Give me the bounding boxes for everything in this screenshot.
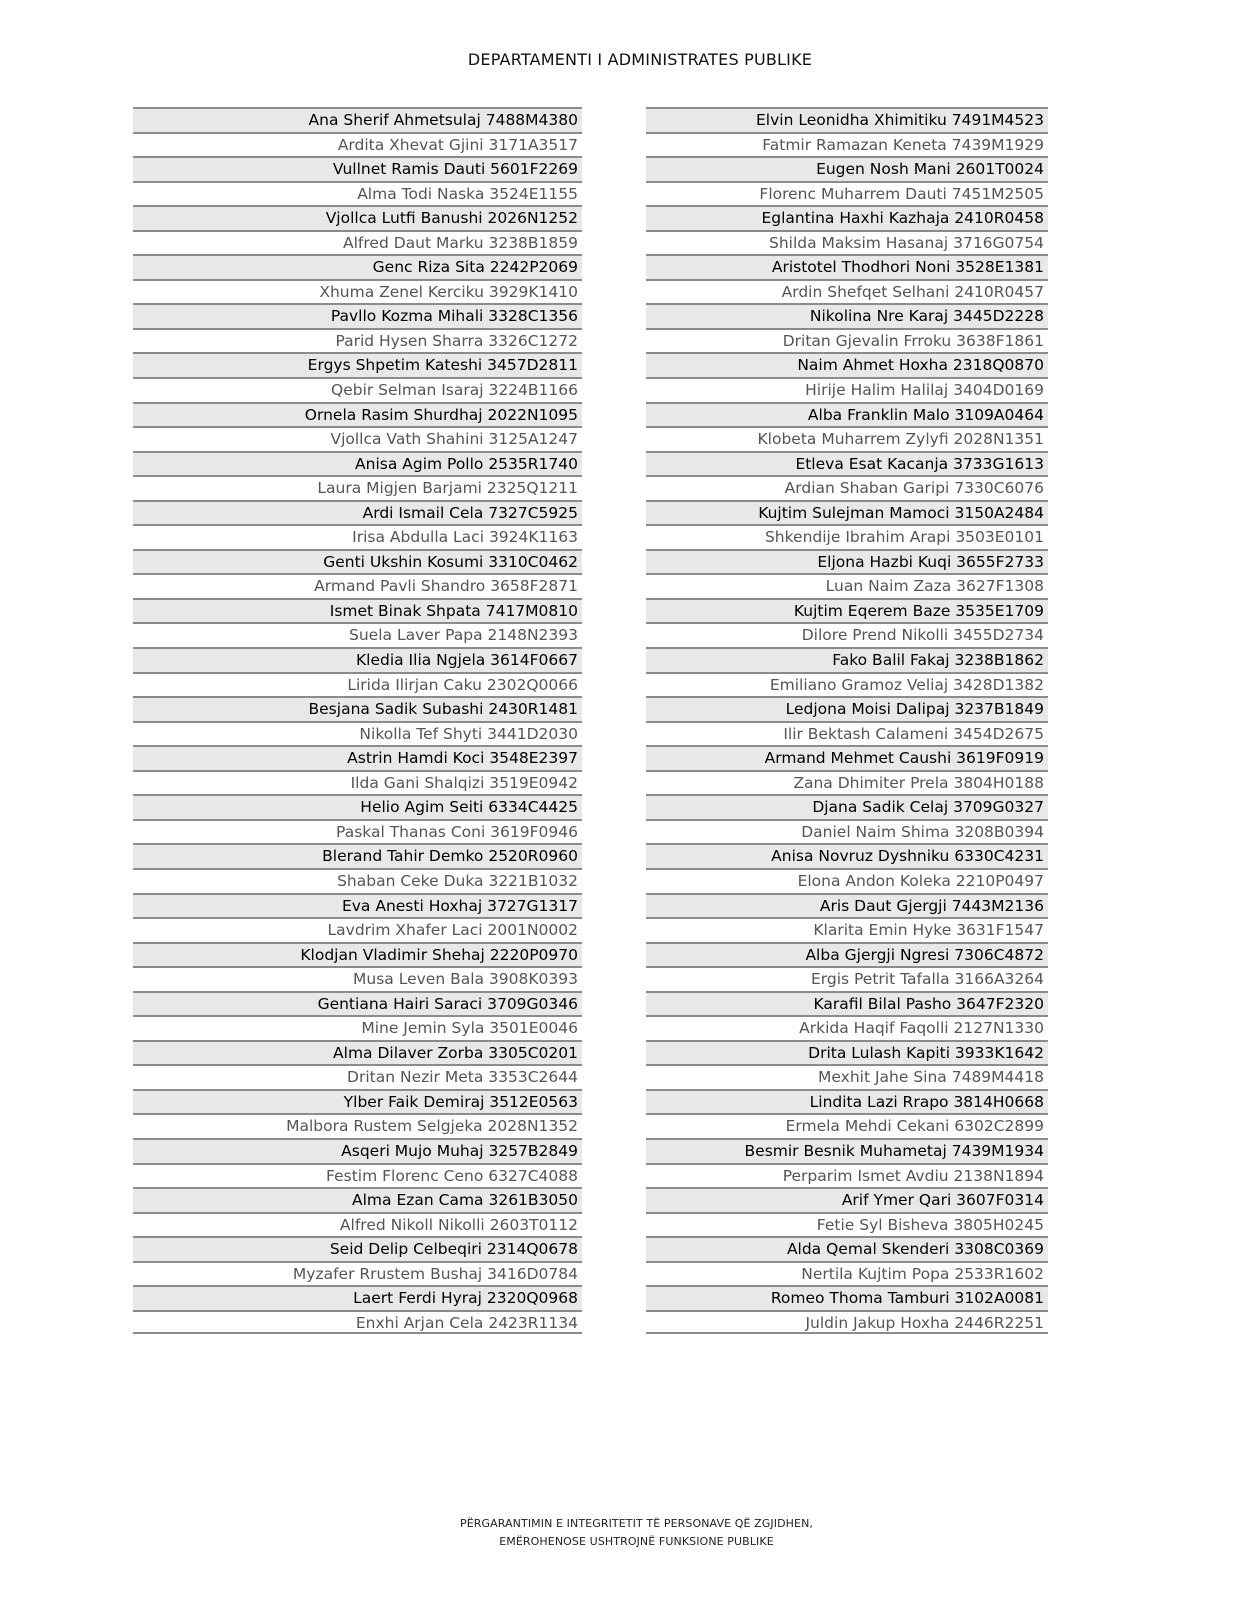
list-item: Fako Balil Fakaj 3238B1862: [646, 647, 1048, 672]
list-item: Shkendije Ibrahim Arapi 3503E0101: [646, 524, 1048, 549]
list-item: Blerand Tahir Demko 2520R0960: [133, 843, 582, 868]
list-item: Djana Sadik Celaj 3709G0327: [646, 794, 1048, 819]
list-item: Asqeri Mujo Muhaj 3257B2849: [133, 1138, 582, 1163]
list-item: Klobeta Muharrem Zylyfi 2028N1351: [646, 426, 1048, 451]
footer-line-2: EMËROHENOSE USHTROJNË FUNKSIONE PUBLIKE: [499, 1535, 774, 1548]
list-item: Genc Riza Sita 2242P2069: [133, 254, 582, 279]
list-item: Fatmir Ramazan Keneta 7439M1929: [646, 132, 1048, 157]
list-item: Ismet Binak Shpata 7417M0810: [133, 598, 582, 623]
list-item: Alma Todi Naska 3524E1155: [133, 181, 582, 206]
list-item: Elona Andon Koleka 2210P0497: [646, 868, 1048, 893]
list-item: Zana Dhimiter Prela 3804H0188: [646, 770, 1048, 795]
list-item: Alma Ezan Cama 3261B3050: [133, 1187, 582, 1212]
list-item: Mexhit Jahe Sina 7489M4418: [646, 1064, 1048, 1089]
list-item: Naim Ahmet Hoxha 2318Q0870: [646, 352, 1048, 377]
list-item: Shaban Ceke Duka 3221B1032: [133, 868, 582, 893]
list-item: Eugen Nosh Mani 2601T0024: [646, 156, 1048, 181]
list-item: Kujtim Sulejman Mamoci 3150A2484: [646, 500, 1048, 525]
list-item: Laert Ferdi Hyraj 2320Q0968: [133, 1285, 582, 1310]
list-item: Vjollca Lutfi Banushi 2026N1252: [133, 205, 582, 230]
list-item: Musa Leven Bala 3908K0393: [133, 966, 582, 991]
list-item: Drita Lulash Kapiti 3933K1642: [646, 1040, 1048, 1065]
list-item: Anisa Agim Pollo 2535R1740: [133, 451, 582, 476]
list-item: Ardi Ismail Cela 7327C5925: [133, 500, 582, 525]
list-item: Helio Agim Seiti 6334C4425: [133, 794, 582, 819]
list-item: Eva Anesti Hoxhaj 3727G1317: [133, 893, 582, 918]
list-item: Ardin Shefqet Selhani 2410R0457: [646, 279, 1048, 304]
list-item: Parid Hysen Sharra 3326C1272: [133, 328, 582, 353]
list-item: Nikolla Tef Shyti 3441D2030: [133, 721, 582, 746]
list-item: Klodjan Vladimir Shehaj 2220P0970: [133, 942, 582, 967]
footer: [0, 1515, 1236, 1551]
list-item: Klarita Emin Hyke 3631F1547: [646, 917, 1048, 942]
list-item: Myzafer Rrustem Bushaj 3416D0784: [133, 1261, 582, 1286]
list-item: Arif Ymer Qari 3607F0314: [646, 1187, 1048, 1212]
list-item: Kledia Ilia Ngjela 3614F0667: [133, 647, 582, 672]
list-item: Dritan Gjevalin Frroku 3638F1861: [646, 328, 1048, 353]
list-item: Daniel Naim Shima 3208B0394: [646, 819, 1048, 844]
list-item: Enxhi Arjan Cela 2423R1134: [133, 1310, 582, 1335]
left-name-list: [133, 107, 582, 1334]
list-item: Alfred Daut Marku 3238B1859: [133, 230, 582, 255]
list-item: Ermela Mehdi Cekani 6302C2899: [646, 1113, 1048, 1138]
list-item: Luan Naim Zaza 3627F1308: [646, 573, 1048, 598]
footer-line-1: PËRGARANTIMIN E INTEGRITETIT TË PERSONAVE QË ZGJIDHEN,: [459, 1517, 814, 1530]
list-item: Ilda Gani Shalqizi 3519E0942: [133, 770, 582, 795]
list-item: Alba Gjergji Ngresi 7306C4872: [646, 942, 1048, 967]
list-item: Besmir Besnik Muhametaj 7439M1934: [646, 1138, 1048, 1163]
list-item: Alma Dilaver Zorba 3305C0201: [133, 1040, 582, 1065]
list-item: Shilda Maksim Hasanaj 3716G0754: [646, 230, 1048, 255]
right-name-list: [646, 107, 1048, 1334]
list-item: Romeo Thoma Tamburi 3102A0081: [646, 1285, 1048, 1310]
list-item: Malbora Rustem Selgjeka 2028N1352: [133, 1113, 582, 1138]
list-item: Eglantina Haxhi Kazhaja 2410R0458: [646, 205, 1048, 230]
list-item: Kujtim Eqerem Baze 3535E1709: [646, 598, 1048, 623]
list-item: Ledjona Moisi Dalipaj 3237B1849: [646, 696, 1048, 721]
list-item: Laura Migjen Barjami 2325Q1211: [133, 475, 582, 500]
list-item: Alfred Nikoll Nikolli 2603T0112: [133, 1212, 582, 1237]
list-item: Vullnet Ramis Dauti 5601F2269: [133, 156, 582, 181]
list-item: Besjana Sadik Subashi 2430R1481: [133, 696, 582, 721]
list-item: Pavllo Kozma Mihali 3328C1356: [133, 303, 582, 328]
list-item: Armand Pavli Shandro 3658F2871: [133, 573, 582, 598]
list-item: Dritan Nezir Meta 3353C2644: [133, 1064, 582, 1089]
list-item: Arkida Haqif Faqolli 2127N1330: [646, 1015, 1048, 1040]
list-item: Ardita Xhevat Gjini 3171A3517: [133, 132, 582, 157]
list-item: Seid Delip Celbeqiri 2314Q0678: [133, 1236, 582, 1261]
list-item: Ilir Bektash Calameni 3454D2675: [646, 721, 1048, 746]
list-item: Perparim Ismet Avdiu 2138N1894: [646, 1163, 1048, 1188]
list-item: Eljona Hazbi Kuqi 3655F2733: [646, 549, 1048, 574]
list-item: Elvin Leonidha Xhimitiku 7491M4523: [646, 107, 1048, 132]
list-item: Ardian Shaban Garipi 7330C6076: [646, 475, 1048, 500]
list-item: Juldin Jakup Hoxha 2446R2251: [646, 1310, 1048, 1335]
list-item: Lavdrim Xhafer Laci 2001N0002: [133, 917, 582, 942]
list-item: Festim Florenc Ceno 6327C4088: [133, 1163, 582, 1188]
list-item: Anisa Novruz Dyshniku 6330C4231: [646, 843, 1048, 868]
list-item: Qebir Selman Isaraj 3224B1166: [133, 377, 582, 402]
list-item: Genti Ukshin Kosumi 3310C0462: [133, 549, 582, 574]
list-item: Ana Sherif Ahmetsulaj 7488M4380: [133, 107, 582, 132]
list-item: Paskal Thanas Coni 3619F0946: [133, 819, 582, 844]
list-item: Emiliano Gramoz Veliaj 3428D1382: [646, 672, 1048, 697]
list-item: Suela Laver Papa 2148N2393: [133, 622, 582, 647]
list-item: Hirije Halim Halilaj 3404D0169: [646, 377, 1048, 402]
list-item: Ylber Faik Demiraj 3512E0563: [133, 1089, 582, 1114]
list-item: Xhuma Zenel Kerciku 3929K1410: [133, 279, 582, 304]
list-item: Gentiana Hairi Saraci 3709G0346: [133, 991, 582, 1016]
list-item: Ergis Petrit Tafalla 3166A3264: [646, 966, 1048, 991]
list-item: Dilore Prend Nikolli 3455D2734: [646, 622, 1048, 647]
list-item: Ergys Shpetim Kateshi 3457D2811: [133, 352, 582, 377]
list-item: Armand Mehmet Caushi 3619F0919: [646, 745, 1048, 770]
list-item: Vjollca Vath Shahini 3125A1247: [133, 426, 582, 451]
list-item: Nikolina Nre Karaj 3445D2228: [646, 303, 1048, 328]
list-item: Nertila Kujtim Popa 2533R1602: [646, 1261, 1048, 1286]
list-item: Astrin Hamdi Koci 3548E2397: [133, 745, 582, 770]
list-item: Ornela Rasim Shurdhaj 2022N1095: [133, 402, 582, 427]
list-item: Etleva Esat Kacanja 3733G1613: [646, 451, 1048, 476]
list-item: Irisa Abdulla Laci 3924K1163: [133, 524, 582, 549]
list-item: Alda Qemal Skenderi 3308C0369: [646, 1236, 1048, 1261]
list-item: Mine Jemin Syla 3501E0046: [133, 1015, 582, 1040]
list-item: Karafil Bilal Pasho 3647F2320: [646, 991, 1048, 1016]
list-item: Fetie Syl Bisheva 3805H0245: [646, 1212, 1048, 1237]
list-item: Lirida Ilirjan Caku 2302Q0066: [133, 672, 582, 697]
page-title: DEPARTAMENTI I ADMINISTRATES PUBLIKE: [467, 50, 813, 69]
list-item: Aris Daut Gjergji 7443M2136: [646, 893, 1048, 918]
list-item: Florenc Muharrem Dauti 7451M2505: [646, 181, 1048, 206]
list-item: Alba Franklin Malo 3109A0464: [646, 402, 1048, 427]
list-item: Aristotel Thodhori Noni 3528E1381: [646, 254, 1048, 279]
list-item: Lindita Lazi Rrapo 3814H0668: [646, 1089, 1048, 1114]
